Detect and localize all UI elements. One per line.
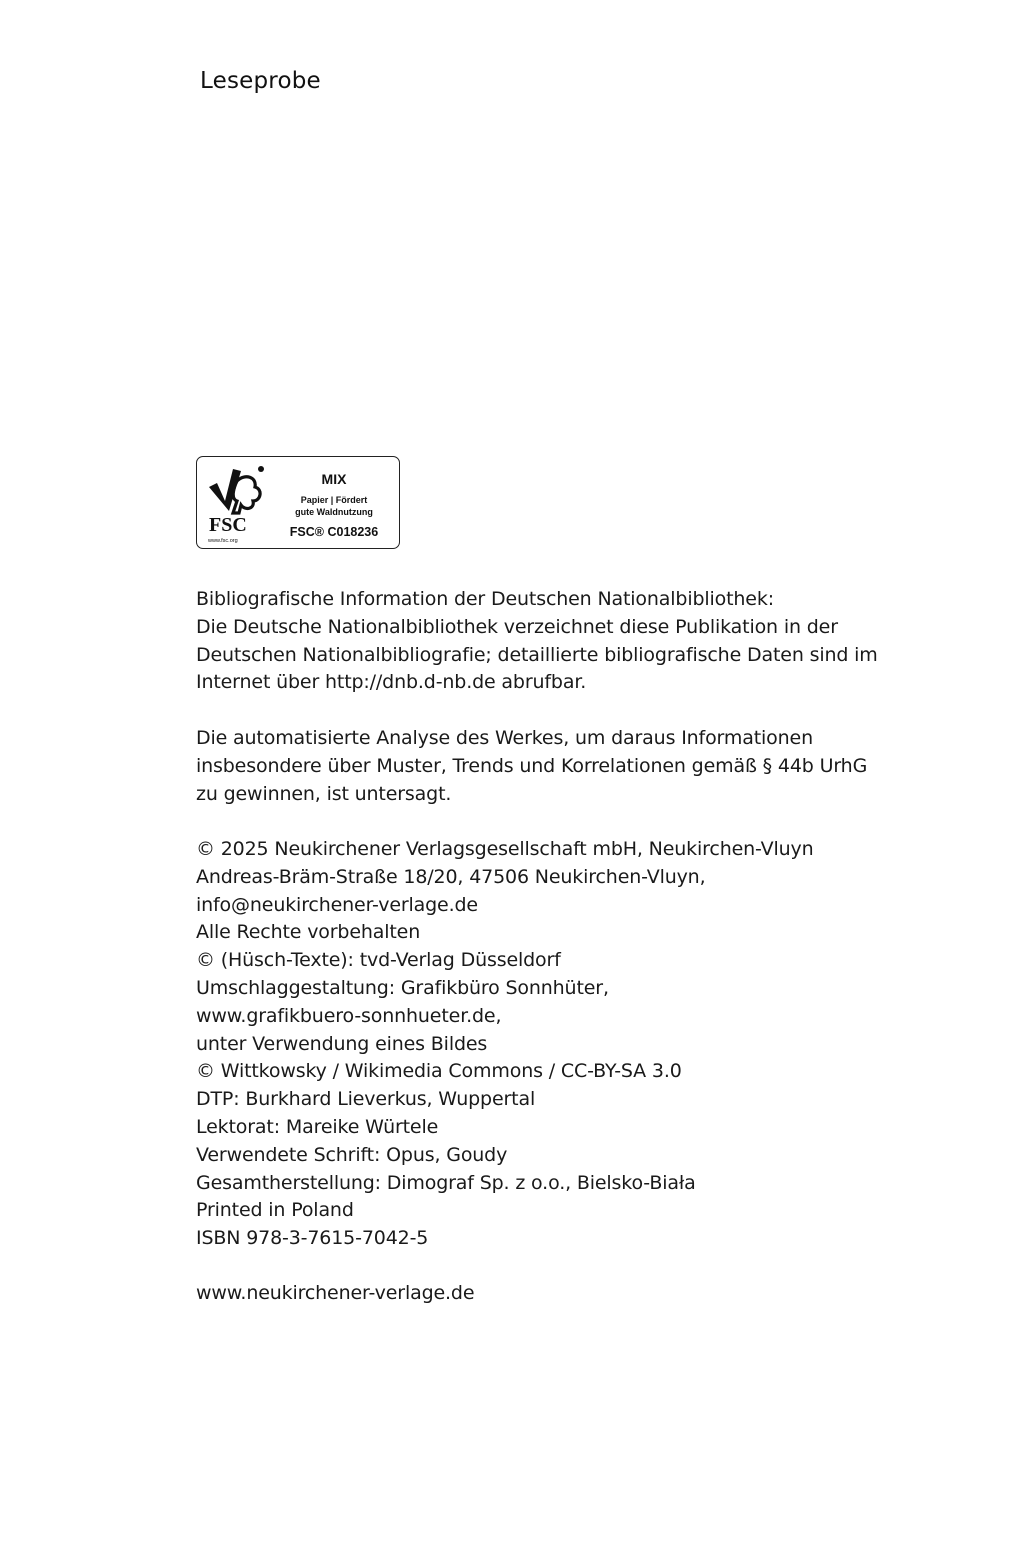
- analysis-notice-paragraph: [196, 725, 867, 808]
- imprint-dtp-line: DTP: Burkhard Lieverkus, Wuppertal: [196, 1088, 536, 1111]
- imprint-rights-line: Alle Rechte vorbehalten: [196, 921, 421, 944]
- analysis-notice-line: Die automatisierte Analyse des Werkes, um daraus Informationen: [196, 727, 813, 749]
- imprint-texts-copyright-line: © (Hüsch-Texte): tvd-Verlag Düsseldorf: [196, 949, 561, 972]
- imprint-fonts-line: Verwendete Schrift: Opus, Goudy: [196, 1143, 508, 1166]
- analysis-notice-line: insbesondere über Muster, Trends und Korrelationen gemäß § 44b UrhG: [196, 754, 868, 777]
- imprint-editor-line: Lektorat: Mareike Würtele: [196, 1115, 439, 1138]
- fsc-certification-label: [196, 456, 400, 549]
- bibliographic-info-paragraph: [196, 586, 878, 697]
- fsc-forestry-line: gute Waldnutzung: [295, 507, 373, 517]
- imprint-isbn-line: ISBN 978-3-7615-7042-5: [196, 1227, 429, 1250]
- imprint-address-line: Andreas-Bräm-Straße 18/20, 47506 Neukirchen-Vluyn,: [196, 865, 706, 888]
- fsc-license-code: FSC® C018236: [289, 525, 379, 539]
- publisher-website: www.neukirchener-verlage.de: [196, 1282, 475, 1304]
- imprint-image-credit-line: © Wittkowsky / Wikimedia Commons / CC-BY-SA 3.0: [196, 1060, 682, 1083]
- imprint-image-usage-line: unter Verwendung eines Bildes: [196, 1032, 488, 1055]
- imprint-email-line: info@neukirchener-verlage.de: [196, 893, 478, 916]
- fsc-logo-text: FSC: [209, 514, 247, 536]
- publisher-website-paragraph: [196, 1280, 474, 1308]
- bibliographic-line: Die Deutsche Nationalbibliothek verzeichnet diese Publikation in der: [196, 615, 838, 638]
- imprint-designer-website-line: www.grafikbuero-sonnhueter.de,: [196, 1004, 502, 1027]
- imprint-production-line: Gesamtherstellung: Dimograf Sp. z o.o., Bielsko-Biała: [196, 1171, 696, 1194]
- fsc-mix-label: MIX: [321, 471, 347, 487]
- imprint-copyright-line: © 2025 Neukirchener Verlagsgesellschaft mbH, Neukirchen-Vluyn: [196, 838, 814, 860]
- bibliographic-line: Bibliografische Information der Deutschen Nationalbibliothek:: [196, 588, 774, 610]
- analysis-notice-line: zu gewinnen, ist untersagt.: [196, 782, 452, 805]
- imprint-printed-in-line: Printed in Poland: [196, 1199, 354, 1222]
- imprint-cover-design-line: Umschlaggestaltung: Grafikbüro Sonnhüter,: [196, 976, 609, 999]
- fsc-paper-line: Papier | Fördert: [300, 495, 368, 505]
- bibliographic-line: Internet über http://dnb.d-nb.de abrufbar.: [196, 671, 587, 694]
- imprint-paragraph: [196, 836, 813, 1253]
- fsc-tree-logo-icon: [203, 461, 269, 545]
- page-header-label: Leseprobe: [200, 68, 321, 94]
- fsc-logo-url: www.fsc.org: [208, 538, 238, 544]
- fsc-label-text-area: [269, 457, 399, 548]
- bibliographic-line: Deutschen Nationalbibliografie; detaillierte bibliografische Daten sind im: [196, 643, 878, 666]
